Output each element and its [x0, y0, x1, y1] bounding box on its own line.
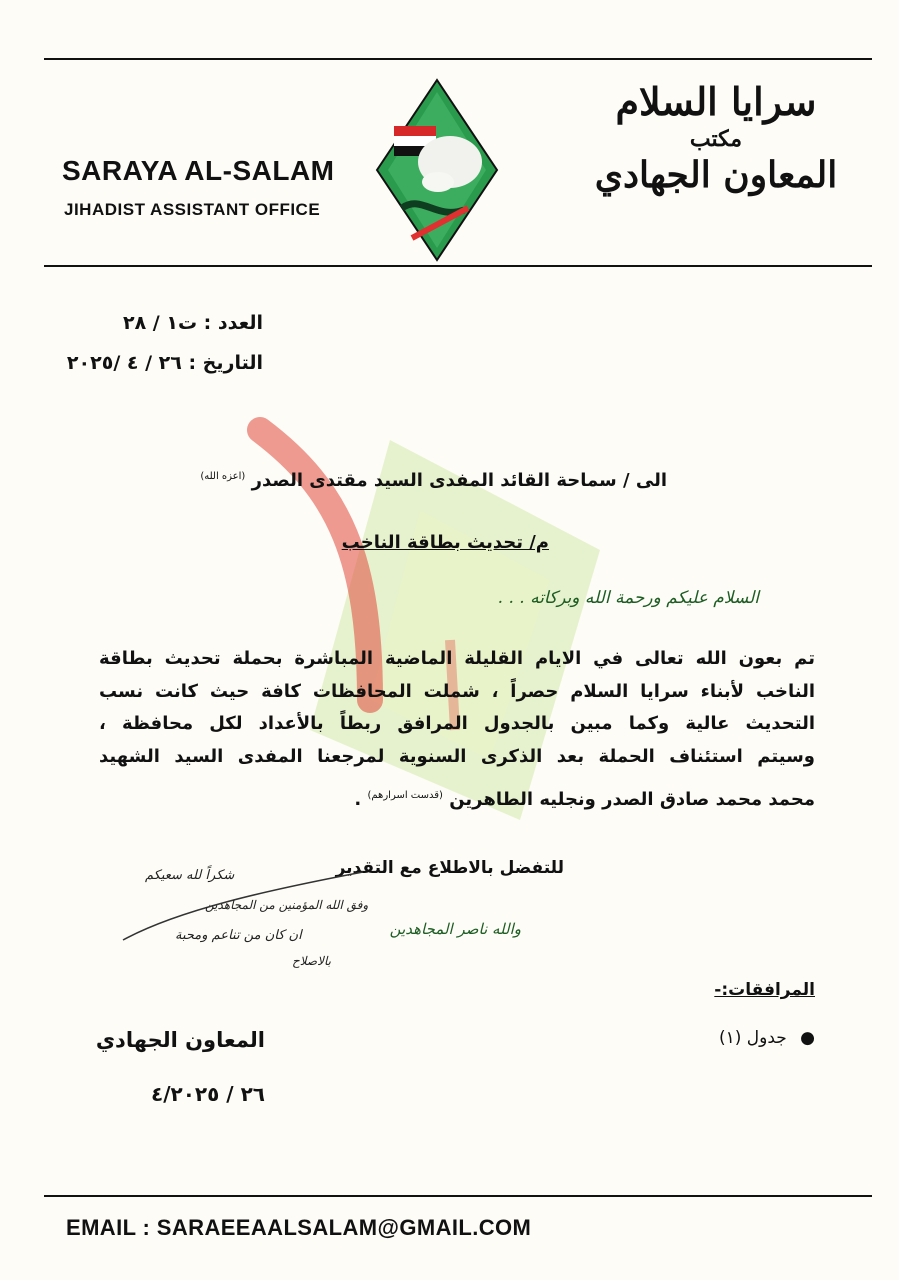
- body-line-5-end: .: [354, 789, 362, 810]
- english-title: SARAYA AL-SALAM: [62, 155, 335, 186]
- body-line-5: [354, 789, 815, 810]
- greeting-line: السلام عليكم ورحمة الله وبركاته . . .: [497, 588, 759, 608]
- arabic-header-line-1: سرايا السلام: [615, 79, 817, 124]
- attachment-item: [719, 1028, 815, 1048]
- arabic-header: [581, 78, 851, 198]
- arabic-header-line-3: المعاون الجهادي: [594, 154, 838, 196]
- arabic-header-line-2: مكتب: [689, 126, 743, 152]
- recipient-line: [200, 470, 667, 491]
- english-subtitle: JIHADIST ASSISTANT OFFICE: [64, 200, 321, 219]
- handwritten-line-2: وفق الله المؤمنين من المجاهدين: [205, 898, 369, 912]
- motto-line: والله ناصر المجاهدين: [389, 920, 521, 938]
- reference-date: التاريخ : ٢٦ / ٤ /٢٠٢٥: [66, 352, 263, 374]
- closing-line: للتفضل بالاطلاع مع التقدير: [335, 858, 564, 878]
- subject-line: م/ تحديث بطاقة الناخب: [341, 532, 549, 553]
- reference-number: العدد : ت١ / ٢٨: [122, 312, 263, 334]
- body-line-1: تم بعون الله تعالى في الايام القليلة الماضية المباشرة بحملة تحديث بطاقة: [99, 648, 815, 669]
- signature-date: ٢٦ / ٤/٢٠٢٥: [151, 1082, 265, 1106]
- attachments-heading: المرافقات:-: [714, 980, 815, 1000]
- body-line-2: الناخب لأبناء سرايا السلام حصراً ، شملت المحافظات كافة حيث كانت نسب: [99, 681, 815, 702]
- body-line-5-text: محمد محمد صادق الصدر ونجليه الطاهرين: [449, 789, 815, 810]
- organization-logo: [372, 70, 502, 270]
- handwritten-line-4: بالاصلاح: [292, 954, 331, 968]
- handwritten-line-1: شكراً لله سعيكم: [145, 868, 235, 883]
- bullet-icon: ●: [800, 1028, 815, 1048]
- body-line-5-honorific: (قدست اسرارهم): [367, 790, 443, 801]
- body-line-4: وسيتم استئناف الحملة بعد الذكرى السنوية لمرجعنا المفدى السيد الشهيد: [99, 746, 815, 767]
- signature-title: المعاون الجهادي: [95, 1028, 265, 1052]
- footer-email: EMAIL : SARAEEAALSALAM@GMAIL.COM: [66, 1215, 532, 1240]
- body-line-3: التحديث عالية وكما مبين بالجدول المرافق ربطاً بالأعداد لكل محافظة ،: [99, 713, 815, 734]
- recipient-honorific: (اعزه الله): [200, 471, 246, 482]
- footer-rule: [44, 1195, 872, 1197]
- header-top-rule: [44, 58, 872, 60]
- handwritten-line-3: ان كان من تناعم ومحبة: [175, 928, 302, 943]
- recipient-text: الى / سماحة القائد المفدى السيد مقتدى الصدر: [251, 470, 667, 491]
- attachment-item-label: جدول (١): [718, 1028, 787, 1048]
